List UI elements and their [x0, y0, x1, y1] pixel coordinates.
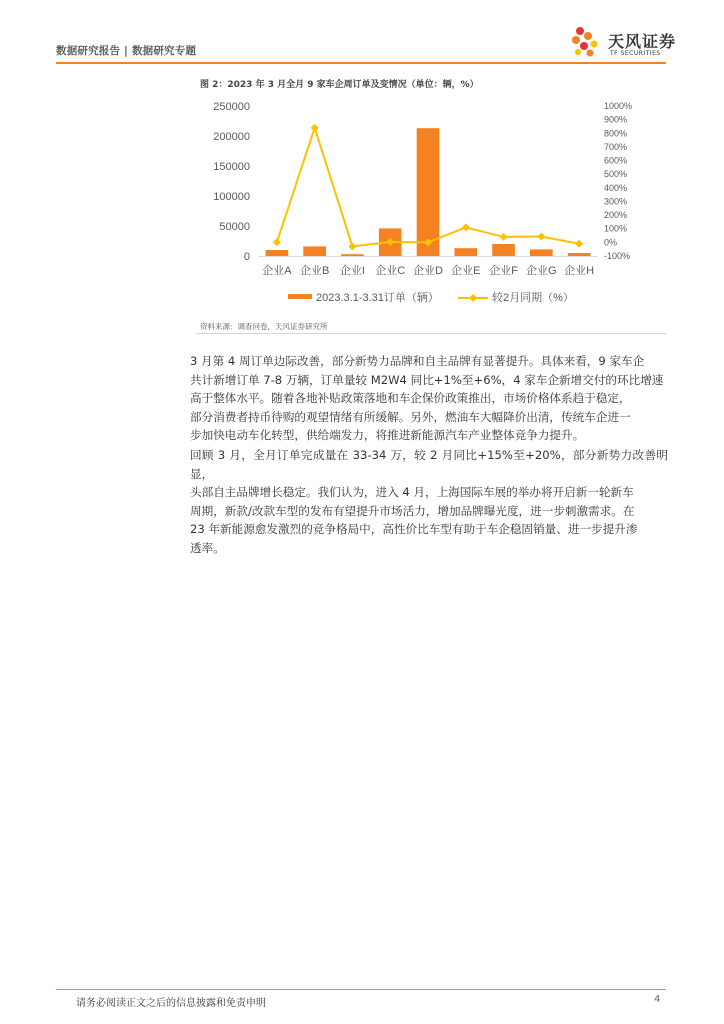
- left-axis-tick-label: 150000: [213, 161, 250, 173]
- paragraph-line: 头部自主品牌增长稳定。我们认为，进入 4 月，上海国际车展的举办将开启新一轮新车: [190, 485, 634, 499]
- figure-source: 资料来源：调查问卷，天风证券研究所: [200, 322, 328, 331]
- left-axis-tick-label: 50000: [219, 221, 250, 233]
- line-marker-企业I: [348, 242, 356, 250]
- paragraph-line: 3 月第 4 周订单边际改善，部分新势力品牌和自主品牌有显著提升。具体来看，9 家车企: [190, 354, 645, 368]
- right-axis-tick-label: 400%: [604, 182, 628, 193]
- category-label: 企业I: [339, 265, 365, 277]
- right-axis-tick-label: 600%: [604, 155, 628, 166]
- left-axis-tick-label: 100000: [213, 191, 250, 203]
- right-axis-tick-label: 700%: [604, 141, 628, 152]
- brand-subtitle: TF SECURITIES: [610, 50, 661, 57]
- line-marker-企业F: [500, 233, 508, 241]
- legend-swatch-orders: [288, 294, 312, 299]
- footer-divider: [56, 989, 666, 990]
- bar-企业H: [568, 253, 591, 256]
- figure-title: 图 2：2023 年 3 月全月 9 家车企周订单及变情况（单位：辆，%）: [200, 80, 479, 90]
- paragraph-line: 透率。: [190, 540, 225, 555]
- right-axis-tick-label: 800%: [604, 128, 628, 139]
- line-marker-企业E: [462, 223, 470, 231]
- paragraph-2: [190, 446, 668, 557]
- paragraph-1: [190, 352, 668, 445]
- bar-企业E: [454, 248, 477, 256]
- paragraph-line: 部分消费者持币待购的观望情绪有所缓解。另外，燃油车大幅降价出清，传统车企进一: [190, 409, 631, 424]
- left-axis-tick-label: 0: [243, 251, 250, 263]
- footer-disclaimer: 请务必阅读正文之后的信息披露和免责申明: [76, 998, 266, 1009]
- legend-marker-mom: [469, 294, 477, 302]
- right-axis-tick-label: 1000%: [604, 101, 633, 111]
- right-axis-tick-label: 200%: [604, 210, 628, 221]
- legend-label-mom: 较2月同期（%）: [492, 292, 574, 304]
- line-marker-企业G: [537, 233, 545, 241]
- line-marker-企业H: [575, 240, 583, 248]
- category-label: 企业G: [526, 265, 557, 277]
- category-label: 企业H: [564, 265, 595, 277]
- right-axis-tick-label: 300%: [604, 196, 628, 207]
- bar-企业F: [492, 244, 515, 256]
- category-label: 企业C: [375, 265, 406, 277]
- legend-label-orders: 2023.3.1-3.31订单（辆）: [316, 292, 439, 304]
- right-axis-tick-label: 900%: [604, 114, 628, 125]
- right-axis-tick-label: 0%: [604, 237, 618, 248]
- header-divider: [56, 62, 666, 64]
- paragraph-line: 步加快电动车化转型，供给端发力，将推进新能源汽车产业整体竞争力提升。: [190, 428, 585, 442]
- paragraph-line: 23 年新能源愈发激烈的竞争格局中，高性价比车型有助于车企稳固销量、进一步提升渗: [190, 522, 638, 536]
- right-axis-tick-label: -100%: [604, 251, 631, 261]
- category-label: 企业D: [413, 265, 443, 277]
- bar-企业A: [266, 250, 289, 256]
- category-label: 企业F: [489, 265, 518, 277]
- right-axis-tick-label: 100%: [604, 223, 628, 234]
- bar-企业B: [303, 246, 326, 256]
- line-marker-企业B: [311, 124, 319, 132]
- paragraph-line: 共计新增订单 7-8 万辆，订单量较 M2W4 同比+1%至+6%，4 家车企新增交付的环比增速: [190, 372, 664, 387]
- bar-企业D: [417, 128, 440, 256]
- line-marker-企业A: [273, 238, 281, 246]
- bar-企业G: [530, 249, 553, 256]
- bar-企业I: [341, 254, 364, 256]
- left-axis-tick-label: 200000: [213, 131, 250, 143]
- category-label: 企业B: [299, 265, 330, 277]
- brand-name: 天风证券: [608, 32, 677, 51]
- page-number: 4: [654, 994, 661, 1005]
- left-axis-tick-label: 250000: [213, 101, 250, 113]
- category-label: 企业A: [262, 265, 292, 277]
- category-label: 企业E: [451, 265, 481, 277]
- right-axis-tick-label: 500%: [604, 169, 628, 180]
- paragraph-line: 回顾 3 月，全月订单完成量在 33-34 万，较 2 月同比+15%至+20%，部分新势力改善明显，: [190, 448, 668, 481]
- paragraph-line: 周期，新款/改款车型的发布有望提升市场活力，增加品牌曝光度，进一步刺激需求。在: [190, 503, 635, 518]
- report-header-title: 数据研究报告 | 数据研究专题: [56, 45, 197, 57]
- combo-chart: [196, 92, 666, 322]
- paragraph-line: 高于整体水平。随着各地补贴政策落地和车企保价政策推出，市场价格体系趋于稳定，: [190, 391, 631, 405]
